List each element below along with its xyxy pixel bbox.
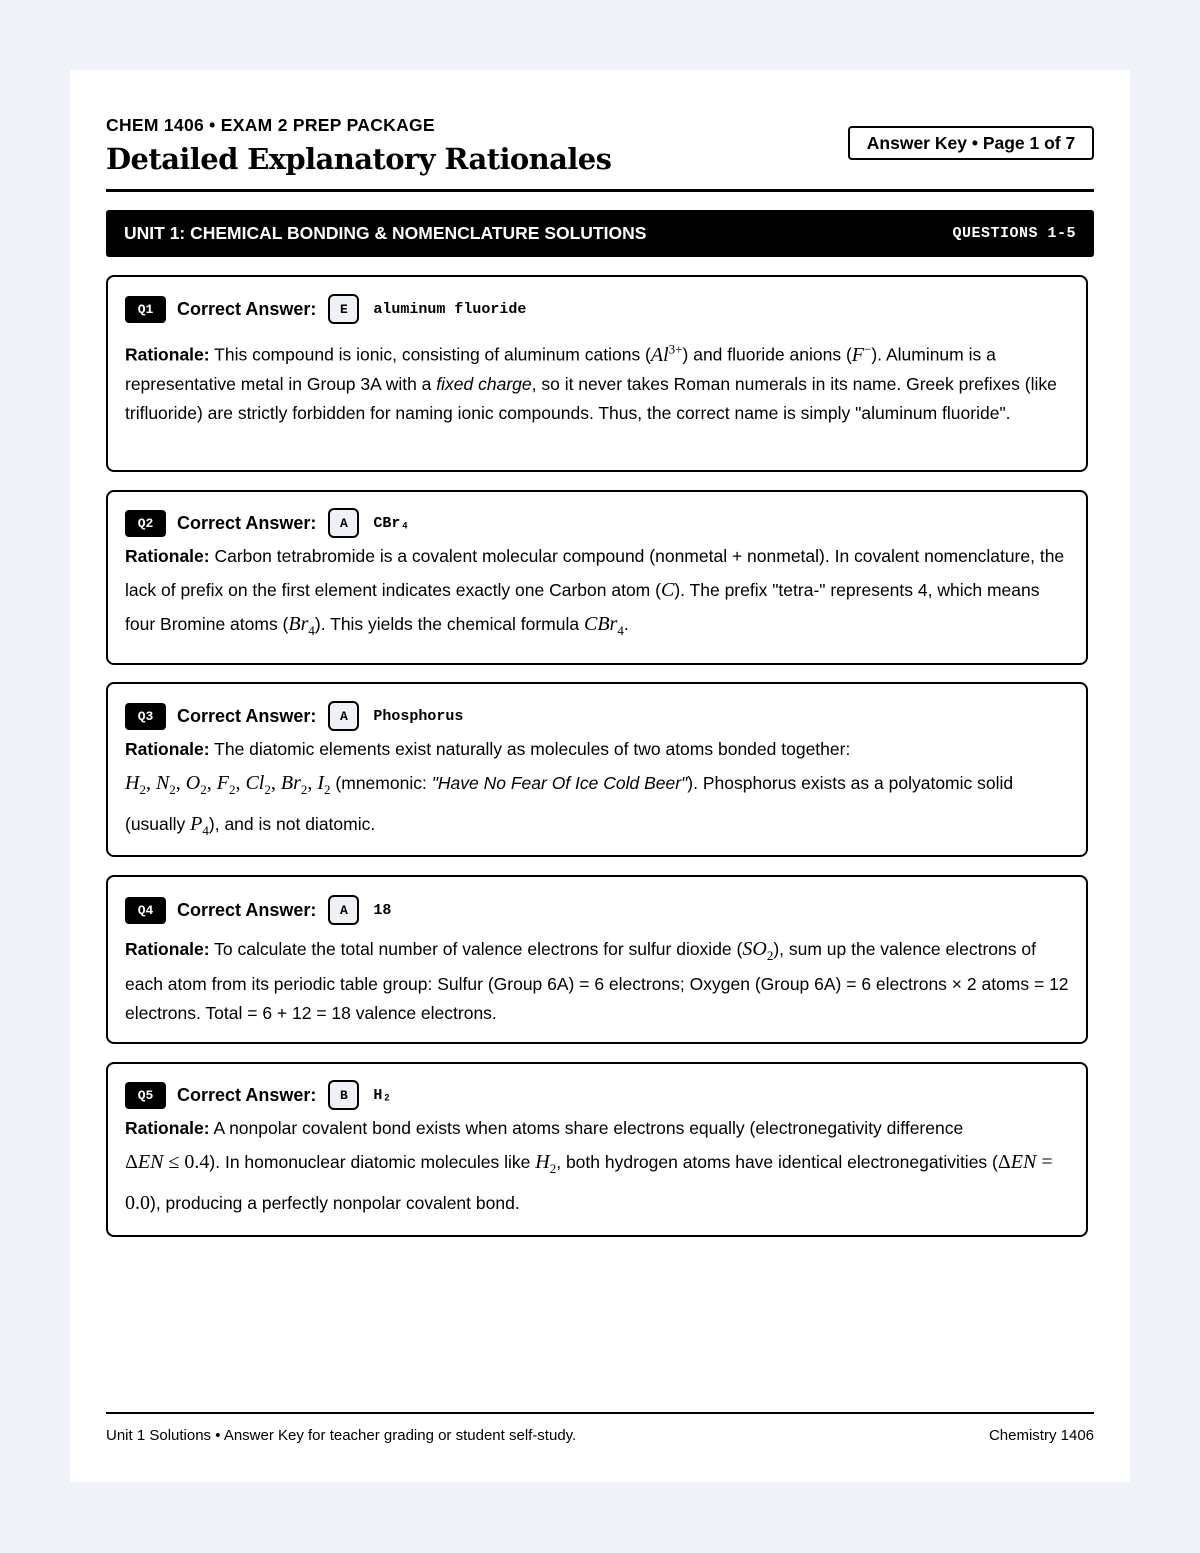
answer-letter: B [328,1080,359,1110]
header-divider [106,189,1094,192]
question-card-4 [106,875,1088,1044]
correct-answer-label: Correct Answer: [177,705,317,726]
answer-text: CBr₄ [373,514,410,532]
page-title: Detailed Explanatory Rationales [106,142,612,176]
rationale-label: Rationale: [125,344,210,365]
answer-row [125,507,1069,539]
answer-text: Phosphorus [373,707,464,725]
math-expression: C [660,579,675,601]
question-card-3 [106,682,1088,857]
answer-text: aluminum fluoride [373,300,527,318]
answer-row [125,700,1069,732]
question-badge: Q5 [125,1082,166,1109]
rationale-text: Rationale: Carbon tetrabromide is a covalent molecular compound (nonmetal + nonmetal). In covalent nomenclature, the lack of prefix on the first element indicates exactly one Carbon atom (C). The prefix "tetra-" represents 4, which means four Bromine atoms $(Br_4)$. This yields the chemical formula CBr$_4$. [125,546,1065,638]
math-expression: $Al^{3+}$ [650,341,683,366]
diatomic-molecule: $H_2$ [125,772,146,797]
diatomic-molecule: $O_2$ [185,772,207,797]
page-indicator: Answer Key • Page 1 of 7 [848,126,1094,160]
rationale-label: Rationale: [125,1118,210,1138]
diatomic-molecule: $I_2$ [317,772,331,797]
question-badge: Q2 [125,510,166,537]
answer-text: H₂ [373,1086,392,1104]
answer-letter: A [328,895,359,925]
answer-letter: A [328,701,359,731]
answer-row [125,1079,1069,1111]
diatomic-list: $H_2$, $N_2$, $O_2$, $F_2$, $Cl_2$, $Br_2$, $I_2$ [125,772,331,797]
rationale-label: Rationale: [125,739,210,759]
diatomic-molecule: $Cl_2$ [245,772,271,797]
unit-header-bar [106,210,1094,257]
correct-answer-label: Correct Answer: [177,899,317,920]
question-badge: Q3 [125,703,166,730]
course-label: CHEM 1406 • EXAM 2 PREP PACKAGE [106,115,435,135]
answer-key-page [70,70,1130,1482]
math-expression: $P_4$ [190,813,209,838]
footer-course: Chemistry 1406 [988,1427,1094,1444]
question-card-5 [106,1062,1088,1237]
answer-text: 18 [373,901,392,919]
math-expression: $H_2$ [535,1151,557,1176]
question-badge: Q1 [125,296,166,323]
footer-divider [106,1412,1094,1414]
answer-row [125,894,1069,926]
math-expression: $SO_2$ [742,938,774,963]
rationale-text: Rationale: The diatomic elements exist naturally as molecules of two atoms bonded together: $H_2$, $N_2$, $O_2$, $F_2$, $Cl_2$, $Br_2$, $I_2$ (mnemonic: "Have No Fear Of Ice Cold Beer"). Phosphorus exists as a polyatomic solid (usually $P_4$), and is not diatomic. [125,739,1014,838]
answer-letter: E [328,294,359,324]
diatomic-molecule: $N_2$ [155,772,176,797]
math-expression: ΔEN = 0.0 [125,1151,1053,1214]
math-expression: ΔEN ≤ 0.4 [125,1151,210,1173]
footer-note: Unit 1 Solutions • Answer Key for teacher grading or student self-study. [106,1427,577,1444]
correct-answer-label: Correct Answer: [177,512,317,533]
math-expression: CBr$_4$ [583,613,624,638]
answer-letter: A [328,508,359,538]
rationale-text: Rationale: To calculate the total number of valence electrons for sulfur dioxide $(SO_2)$, sum up the valence electrons of each atom from its periodic table group: Sulfur (Group 6A) = 6 electrons; Oxygen (Group 6A) = 6 electrons × 2 atoms = 12 electrons. Total = 6 + 12 = 18 valence electrons. [125,938,1069,1023]
rationale-text: Rationale: A nonpolar covalent bond exists when atoms share electrons equally (electronegativity difference ΔEN ≤ 0.4). In homonuclear diatomic molecules like $H_2$, both hydrogen atoms have identical electronegativities (ΔEN = 0.0), producing a perfectly nonpolar covalent bond. [125,1118,1053,1214]
diatomic-molecule: $F_2$ [216,772,236,797]
question-badge: Q4 [125,897,166,924]
rationale-label: Rationale: [125,939,210,959]
answer-row [125,293,1069,325]
question-card-1 [106,275,1088,472]
correct-answer-label: Correct Answer: [177,298,317,319]
diatomic-molecule: $Br_2$ [280,772,308,797]
unit-title: UNIT 1: CHEMICAL BONDING & NOMENCLATURE SOLUTIONS [124,223,647,243]
math-expression: $Br_4$ [288,613,315,638]
question-card-2 [106,490,1088,665]
rationale-text: Rationale: This compound is ionic, consisting of aluminum cations $(Al^{3+})$ and fluoride anions (F−). Aluminum is a representative metal in Group 3A with a fixed charge, so it never takes Roman numerals in its name. Greek prefixes (like trifluoride) are strictly forbidden for naming ionic compounds. Thus, the correct name is simply "aluminum fluoride". [125,341,1057,423]
rationale-label: Rationale: [125,546,210,566]
correct-answer-label: Correct Answer: [177,1084,317,1105]
math-expression: F− [851,341,872,366]
unit-question-range: QUESTIONS 1-5 [952,225,1076,242]
